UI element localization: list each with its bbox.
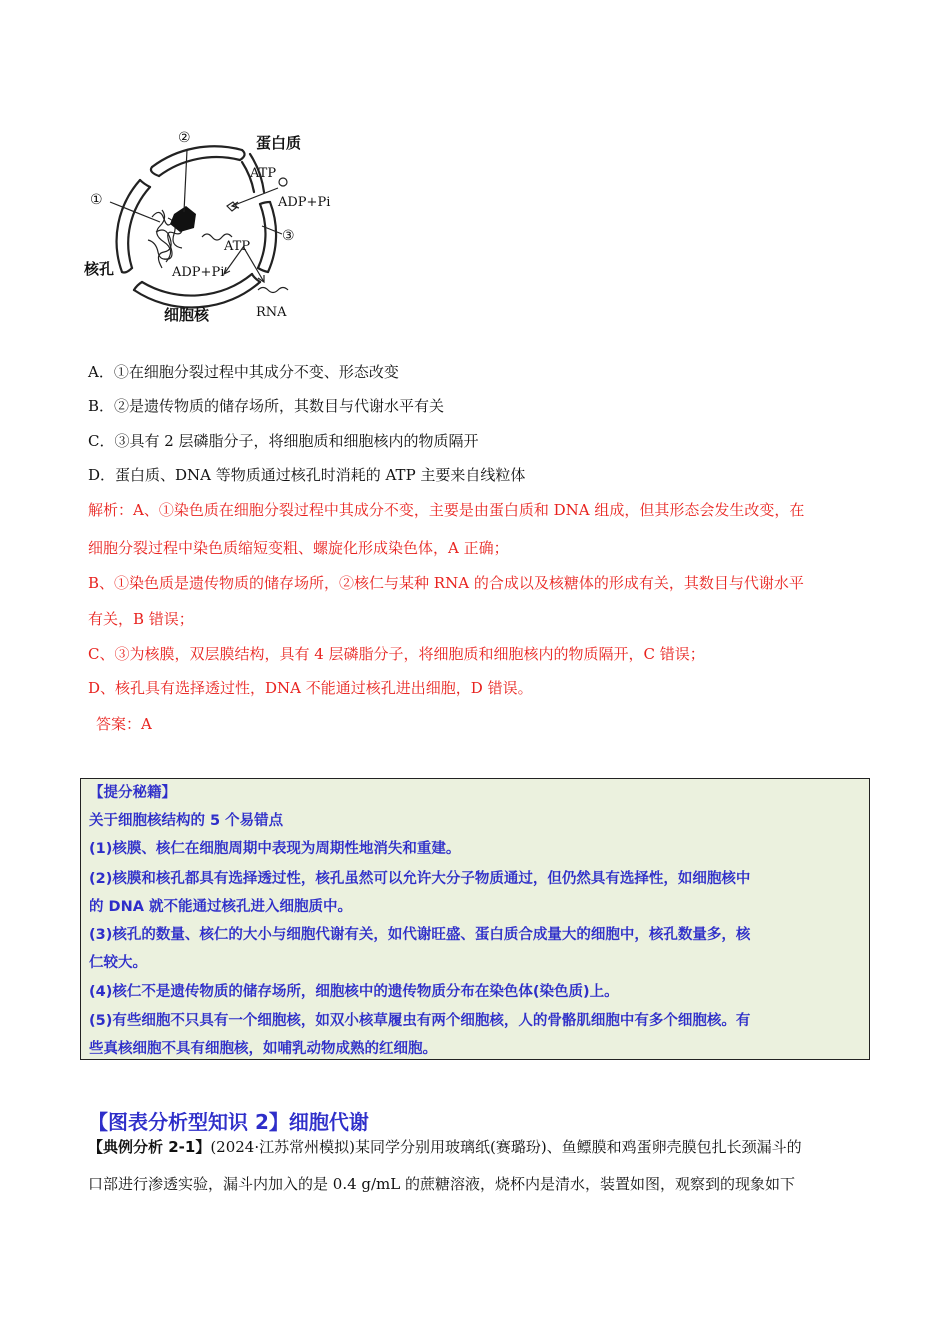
option-c: C．③具有 2 层磷脂分子，将细胞质和细胞核内的物质隔开 — [88, 432, 479, 450]
section-heading: 【图表分析型知识 2】细胞代谢 — [88, 1110, 369, 1134]
label-pore: 核孔 — [84, 260, 115, 278]
example-tag: 【典例分析 2-1】 — [88, 1138, 211, 1156]
example-line-2: 口部进行渗透实验，漏斗内加入的是 0.4 g/mL 的蔗糖溶液，烧杯内是清水，装置如图，观察到的现象如下 — [88, 1175, 796, 1193]
analysis-line: 解析：A、①染色质在细胞分裂过程中其成分不变，主要是由蛋白质和 DNA 组成，但其形态会发生改变，在 — [88, 501, 805, 519]
tip-line: 仁较大。 — [89, 955, 147, 971]
nucleus-diagram — [82, 122, 342, 332]
analysis-line: D、核孔具有选择透过性，DNA 不能通过核孔进出细胞，D 错误。 — [88, 679, 533, 697]
answer-text: 答案：A — [96, 715, 152, 733]
envelope-right-outer — [268, 202, 276, 272]
tip-line: 的 DNA 就不能通过核孔进入细胞质中。 — [89, 899, 352, 915]
analysis-line: 有关，B 错误； — [88, 610, 194, 628]
envelope-top-inner — [159, 157, 240, 176]
label-adp-top: ADP+Pi — [278, 195, 331, 210]
envelope-top-outer — [152, 146, 242, 167]
label-adp-bottom: ADP+Pi — [172, 265, 225, 280]
label-atp-top: ATP — [250, 166, 277, 181]
envelope-left-inner — [128, 187, 150, 268]
tip-title: 【提分秘籍】 — [89, 785, 176, 801]
label-2: ② — [178, 130, 191, 146]
tip-line: (1)核膜、核仁在细胞周期中表现为周期性地消失和重建。 — [89, 841, 461, 857]
label-nucleus: 细胞核 — [164, 306, 210, 324]
analysis-line: B、①染色质是遗传物质的储存场所，②核仁与某种 RNA 的合成以及核糖体的形成有关，其数目与代谢水平 — [88, 574, 804, 592]
tip-line: (4)核仁不是遗传物质的储存场所，细胞核中的遗传物质分布在染色体(染色质)上。 — [89, 984, 619, 1000]
example-line-1 — [88, 1137, 802, 1157]
option-a: A．①在细胞分裂过程中其成分不变、形态改变 — [88, 363, 399, 381]
label-atp-mid: ATP — [224, 239, 251, 254]
tip-line: (5)有些细胞不只具有一个细胞核，如双小核草履虫有两个细胞核，人的骨骼肌细胞中有多个细胞核。有 — [89, 1013, 751, 1029]
analysis-line: 细胞分裂过程中染色质缩短变粗、螺旋化形成染色体，A 正确； — [88, 539, 509, 557]
envelope-left-outer — [117, 180, 140, 272]
tip-line: (3)核孔的数量、核仁的大小与细胞代谢有关，如代谢旺盛、蛋白质合成量大的细胞中，核孔数量多，核 — [89, 927, 751, 943]
tip-box — [80, 778, 870, 1060]
label-protein: 蛋白质 — [256, 134, 302, 152]
label-rna: RNA — [256, 305, 287, 320]
label-1: ① — [90, 192, 103, 208]
nucleolus — [170, 206, 196, 232]
analysis-line: C、③为核膜，双层膜结构，具有 4 层磷脂分子，将细胞质和细胞核内的物质隔开，C 错误； — [88, 645, 705, 663]
tip-line: 些真核细胞不具有细胞核，如哺乳动物成熟的红细胞。 — [89, 1041, 437, 1057]
tip-subtitle: 关于细胞核结构的 5 个易错点 — [89, 813, 284, 829]
option-d: D．蛋白质、DNA 等物质通过核孔时消耗的 ATP 主要来自线粒体 — [88, 466, 526, 484]
label-3: ③ — [282, 228, 295, 244]
option-b: B．②是遗传物质的储存场所，其数目与代谢水平有关 — [88, 397, 445, 415]
example-line-1-text: (2024·江苏常州模拟)某同学分别用玻璃纸(赛璐玢)、鱼鳔膜和鸡蛋卵壳膜包扎长颈漏斗的 — [210, 1138, 802, 1156]
tip-line: (2)核膜和核孔都具有选择透过性，核孔虽然可以允许大分子物质通过，但仍然具有选择性，如细胞核中 — [89, 871, 751, 887]
nucleus-diagram-svg — [82, 122, 342, 332]
envelope-right-inner — [258, 204, 265, 268]
